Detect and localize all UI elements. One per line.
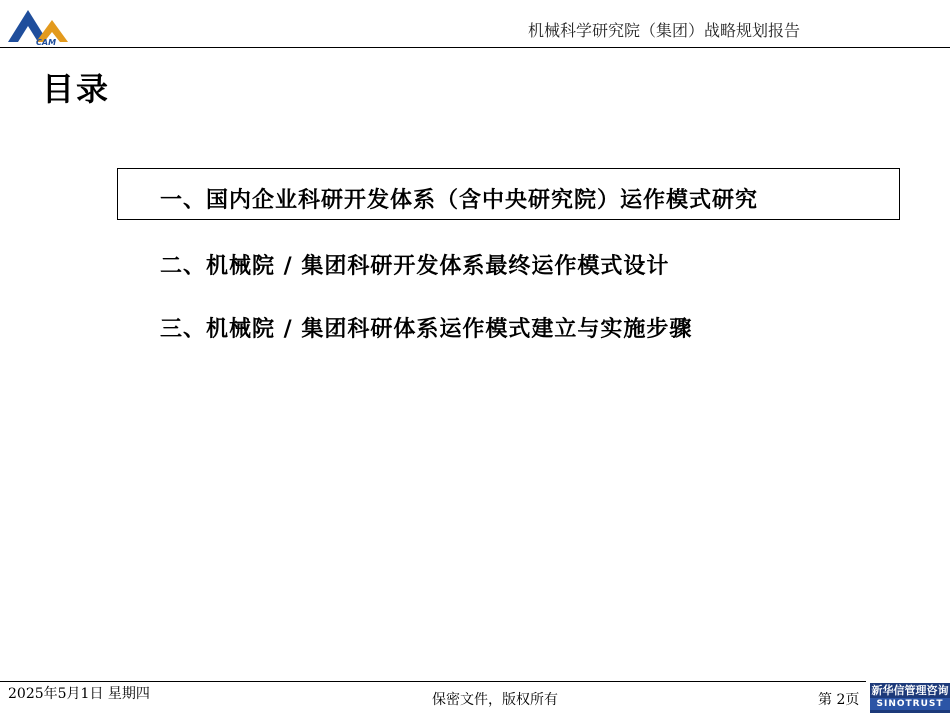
- brand-name-en: SINOTRUST: [870, 698, 950, 710]
- logo-text: CAM: [36, 38, 57, 46]
- cam-mountain-logo-icon: [6, 6, 72, 46]
- toc-item-3[interactable]: 三、机械院 / 集团科研体系运作模式建立与实施步骤: [160, 317, 693, 342]
- header-divider: [0, 47, 950, 48]
- report-header-title: 机械科学研究院（集团）战略规划报告: [527, 21, 800, 40]
- brand-name-cn: 新华信管理咨询: [871, 684, 949, 697]
- footer-date: 2025年5月1日 星期四: [8, 686, 150, 702]
- footer-divider: [0, 681, 866, 682]
- sinotrust-logo: [870, 683, 950, 713]
- toc-item-1[interactable]: 一、国内企业科研开发体系（含中央研究院）运作模式研究: [160, 188, 759, 213]
- toc-item-2[interactable]: 二、机械院 / 集团科研开发体系最终运作模式设计: [160, 254, 670, 279]
- page-title: 目录: [42, 70, 111, 108]
- page-number: 第 2页: [818, 692, 860, 708]
- footer-confidential-notice: 保密文件，版权所有: [432, 692, 558, 708]
